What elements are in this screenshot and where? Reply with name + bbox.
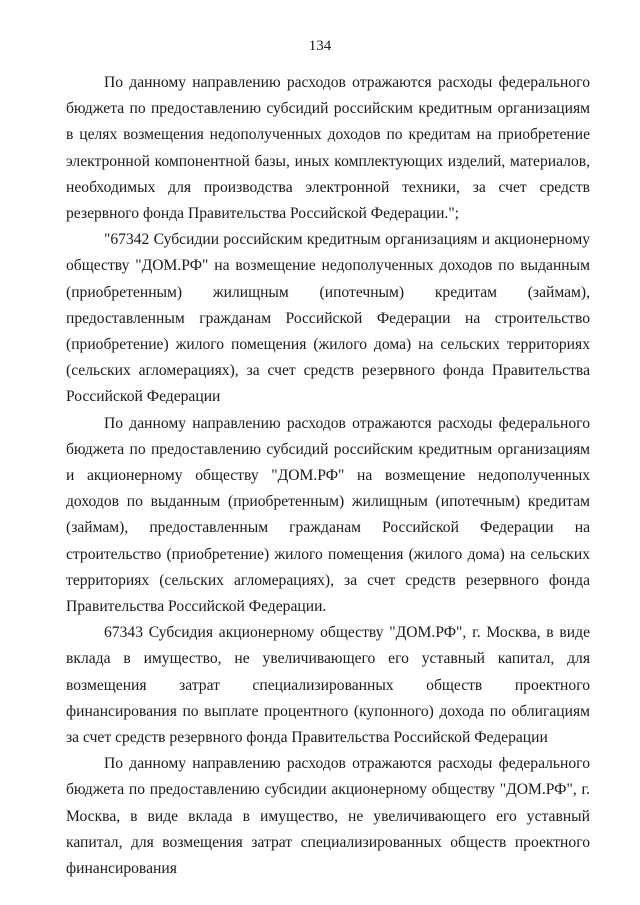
paragraph-5: По данному направлению расходов отражаются расходы федерального бюджета по предоставлению субсидии акционерному обществу "ДОМ.РФ", г. Москва, в виде вклада в имущество, не увеличивающего его уставный капитал, для возмещения затрат специализированных обществ проектного финансирования <box>66 755 590 878</box>
paragraph-4: 67343 Субсидия акционерному обществу "ДОМ.РФ", г. Москва, в виде вклада в имущество, не увеличивающего его уставный капитал, для возмещения затрат специализированных обществ проектного финансирования по выплате процентного (купонного) дохода по облигациям за счет средств резервного фонда Правительства Российской Федерации <box>66 624 590 747</box>
paragraph-1: По данному направлению расходов отражаются расходы федерального бюджета по предоставлению субсидий российским кредитным организациям в целях возмещения недополученных доходов по кредитам на приобретение электронной компонентной базы, иных комплектующих изделий, материалов, необходимых для производства электронной техники, за счет средств резервного фонда Правительства Российской Федерации."; <box>66 74 590 223</box>
document-body <box>66 70 590 882</box>
paragraph-2: "67342 Субсидии российским кредитным организациям и акционерному обществу "ДОМ.РФ" на возмещение недополученных доходов по выданным (приобретенным) жилищным (ипотечным) кредитам (займам), предоставленным гражданам Российской Федерации на строительство (приобретение) жилого помещения (жилого дома) на сельских территориях (сельских агломерациях), за счет средств резервного фонда Правительства Российской Федерации <box>66 231 590 406</box>
page-number: 134 <box>308 38 332 54</box>
paragraph-3: По данному направлению расходов отражаются расходы федерального бюджета по предоставлению субсидий российским кредитным организациям и акционерному обществу "ДОМ.РФ" на возмещение недополученных доходов по выданным (приобретенным) жилищным (ипотечным) кредитам (займам), предоставленным гражданам Российской Федерации на строительство (приобретение) жилого помещения (жилого дома) на сельских территориях (сельских агломерациях), за счет средств резервного фонда Правительства Российской Федерации. <box>66 414 590 616</box>
